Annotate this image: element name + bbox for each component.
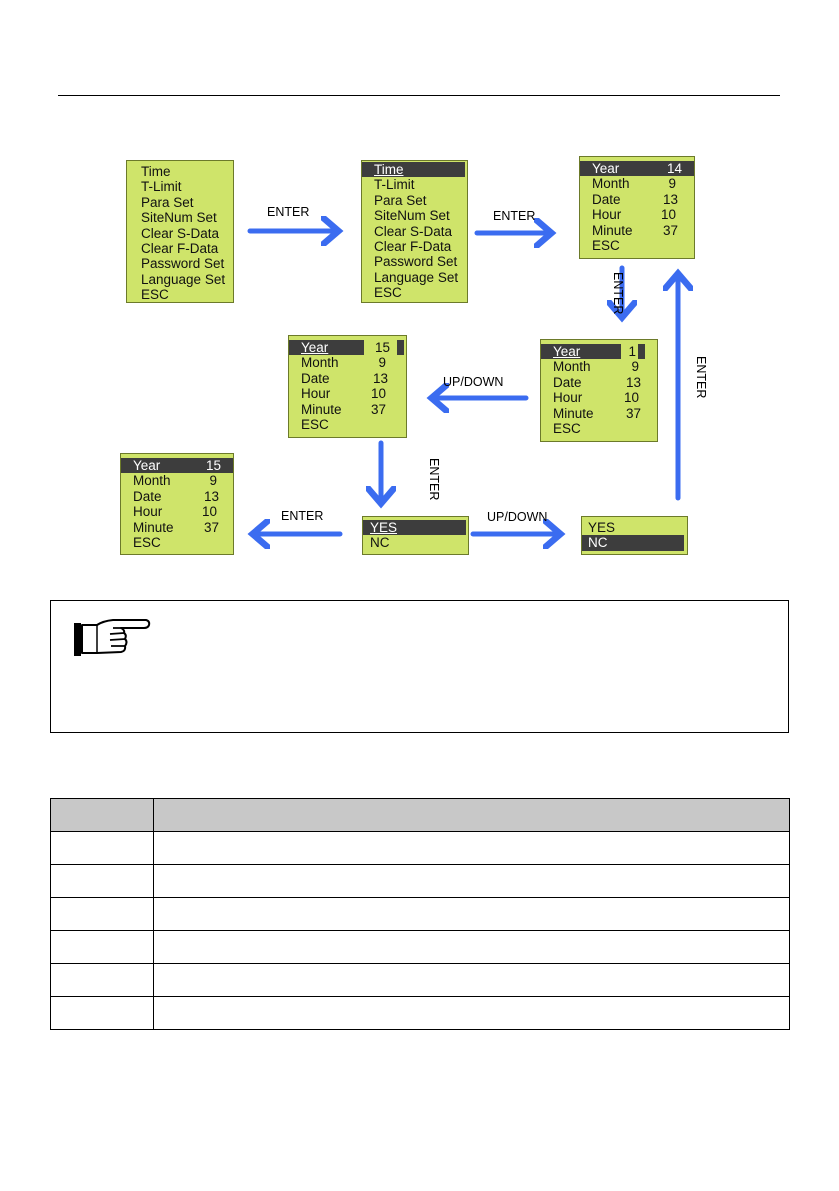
field-value: 13 — [203, 488, 219, 504]
time-row — [121, 504, 233, 519]
field-label: Month — [553, 359, 591, 375]
field-label: Para Set — [141, 194, 194, 210]
time-row — [580, 223, 694, 238]
lcd-time-year-15-editing — [288, 335, 407, 438]
field-label: Date — [553, 374, 582, 390]
field-value: 9 — [631, 359, 639, 375]
table-header-cell — [51, 799, 154, 832]
menu-item — [362, 285, 467, 300]
field-label: Year — [133, 458, 161, 473]
table-row — [51, 997, 790, 1030]
field-label: Minute — [553, 405, 594, 421]
field-value: 9 — [378, 355, 386, 371]
table-cell — [51, 865, 154, 898]
option-yes — [582, 520, 687, 535]
menu-item — [127, 256, 233, 271]
field-value: 13 — [625, 374, 641, 390]
field-label: Month — [133, 473, 171, 489]
field-label: ESC — [141, 287, 169, 303]
option-no — [363, 535, 468, 550]
table-cell — [154, 964, 790, 997]
time-row — [580, 192, 694, 207]
time-row — [289, 386, 406, 401]
field-label: NC — [370, 535, 390, 551]
table-cell — [51, 832, 154, 865]
time-row — [289, 371, 406, 386]
field-value: 15 — [374, 340, 390, 355]
menu-item — [362, 254, 467, 269]
field-label: Minute — [133, 519, 174, 535]
field-label: Clear F-Data — [374, 238, 452, 254]
menu-item — [127, 226, 233, 241]
menu-item — [127, 210, 233, 225]
field-value: 10 — [370, 386, 386, 402]
field-label: Language Set — [374, 269, 459, 285]
time-row — [289, 417, 406, 432]
field-label: Date — [133, 488, 162, 504]
field-value: 37 — [625, 405, 641, 421]
table-row — [51, 898, 790, 931]
arrow-label-updown-2: UP/DOWN — [487, 510, 548, 524]
field-label: Time — [141, 164, 171, 179]
field-label: Clear F-Data — [141, 240, 219, 256]
note-box — [50, 600, 789, 733]
lcd-time-year-14 — [579, 156, 695, 259]
time-row-selected — [541, 344, 657, 359]
menu-item — [127, 241, 233, 256]
menu-item — [362, 239, 467, 254]
table-cell — [154, 832, 790, 865]
arrow-label-enter-5: ENTER — [281, 509, 324, 523]
time-row — [580, 238, 694, 253]
arrow-label-enter-4: ENTER — [427, 458, 441, 501]
table-cell — [51, 931, 154, 964]
table-row — [51, 931, 790, 964]
time-row — [541, 406, 657, 421]
field-value: 15 — [205, 458, 221, 473]
field-label: Password Set — [141, 256, 225, 272]
arrow-label-enter-2: ENTER — [493, 209, 536, 223]
time-row — [541, 359, 657, 374]
time-row — [121, 489, 233, 504]
menu-item — [127, 287, 233, 302]
table-cell — [51, 997, 154, 1030]
edit-cursor — [638, 344, 645, 359]
field-label: Year — [301, 340, 329, 355]
time-row-selected — [121, 458, 233, 473]
edit-cursor — [397, 340, 404, 355]
field-value: 37 — [370, 401, 386, 417]
table-cell — [154, 997, 790, 1030]
field-label: Year — [592, 161, 620, 176]
menu-item — [127, 179, 233, 194]
menu-item — [362, 177, 467, 192]
field-label: Password Set — [374, 254, 458, 270]
field-label: Date — [301, 370, 330, 386]
pointing-hand-icon — [73, 615, 151, 659]
table-cell — [154, 931, 790, 964]
time-row — [121, 473, 233, 488]
time-row — [580, 207, 694, 222]
field-value: 14 — [666, 161, 682, 176]
time-row — [121, 520, 233, 535]
field-label: ESC — [133, 534, 161, 550]
field-value: 10 — [660, 207, 676, 223]
menu-item — [127, 272, 233, 287]
field-value: 37 — [203, 519, 219, 535]
field-label: ESC — [374, 285, 402, 301]
field-label: Month — [301, 355, 339, 371]
time-row — [541, 375, 657, 390]
field-value: 10 — [201, 504, 217, 520]
data-table — [50, 798, 790, 1030]
field-label: Time — [374, 162, 404, 177]
menu-item — [127, 164, 233, 179]
field-label: ESC — [592, 237, 620, 253]
table-row — [51, 865, 790, 898]
field-label: Hour — [592, 207, 622, 223]
field-label: ESC — [301, 416, 329, 432]
field-label: Date — [592, 191, 621, 207]
field-label: SiteNum Set — [141, 210, 217, 226]
lcd-time-year-editing — [540, 339, 658, 442]
field-value: 1 — [628, 344, 636, 359]
time-row — [289, 355, 406, 370]
table-cell — [154, 898, 790, 931]
field-value: 37 — [662, 222, 678, 238]
field-label: Clear S-Data — [374, 223, 453, 239]
field-value: 13 — [372, 370, 388, 386]
field-value: 13 — [662, 191, 678, 207]
menu-item — [362, 208, 467, 223]
field-value: 9 — [209, 473, 217, 489]
menu-item — [362, 270, 467, 285]
field-label: ESC — [553, 420, 581, 436]
menu-item — [362, 224, 467, 239]
time-row-selected — [580, 161, 694, 176]
time-row — [121, 535, 233, 550]
table-cell — [51, 898, 154, 931]
table-row — [51, 964, 790, 997]
time-row-selected — [289, 340, 406, 355]
table-cell — [51, 964, 154, 997]
field-label: Year — [553, 344, 581, 359]
field-label: SiteNum Set — [374, 208, 450, 224]
field-value: 9 — [668, 176, 676, 192]
menu-item — [362, 193, 467, 208]
field-label: Hour — [301, 386, 331, 402]
field-value: 10 — [623, 390, 639, 406]
field-label: T-Limit — [374, 177, 415, 193]
lcd-menu-time-selected — [361, 160, 468, 303]
lcd-confirm-yes — [362, 516, 469, 555]
arrow-label-enter-6: ENTER — [694, 356, 708, 399]
menu-item — [127, 195, 233, 210]
option-no-selected — [582, 535, 684, 550]
option-yes-selected — [363, 520, 466, 535]
time-row — [289, 402, 406, 417]
time-row — [580, 176, 694, 191]
arrow-label-enter-3: ENTER — [611, 272, 625, 315]
time-row — [541, 421, 657, 436]
field-label: YES — [588, 520, 616, 535]
field-label: Language Set — [141, 271, 226, 287]
table-row — [51, 832, 790, 865]
table-header-row — [51, 799, 790, 832]
table-cell — [154, 865, 790, 898]
field-label: Minute — [301, 401, 342, 417]
field-label: YES — [370, 520, 398, 535]
field-label: Hour — [553, 390, 583, 406]
field-label: Minute — [592, 222, 633, 238]
field-label: T-Limit — [141, 179, 182, 195]
lcd-confirm-no — [581, 516, 688, 555]
lcd-main-menu — [126, 160, 234, 303]
field-label: Para Set — [374, 192, 427, 208]
field-label: Clear S-Data — [141, 225, 220, 241]
arrow-label-enter-1: ENTER — [267, 205, 310, 219]
field-label: NC — [588, 535, 608, 551]
arrow-label-updown-1: UP/DOWN — [443, 375, 504, 389]
field-label: Hour — [133, 504, 163, 520]
time-row — [541, 390, 657, 405]
table-header-cell — [154, 799, 790, 832]
field-label: Month — [592, 176, 630, 192]
menu-item-selected — [362, 162, 465, 177]
lcd-time-year-15-saved — [120, 453, 234, 555]
